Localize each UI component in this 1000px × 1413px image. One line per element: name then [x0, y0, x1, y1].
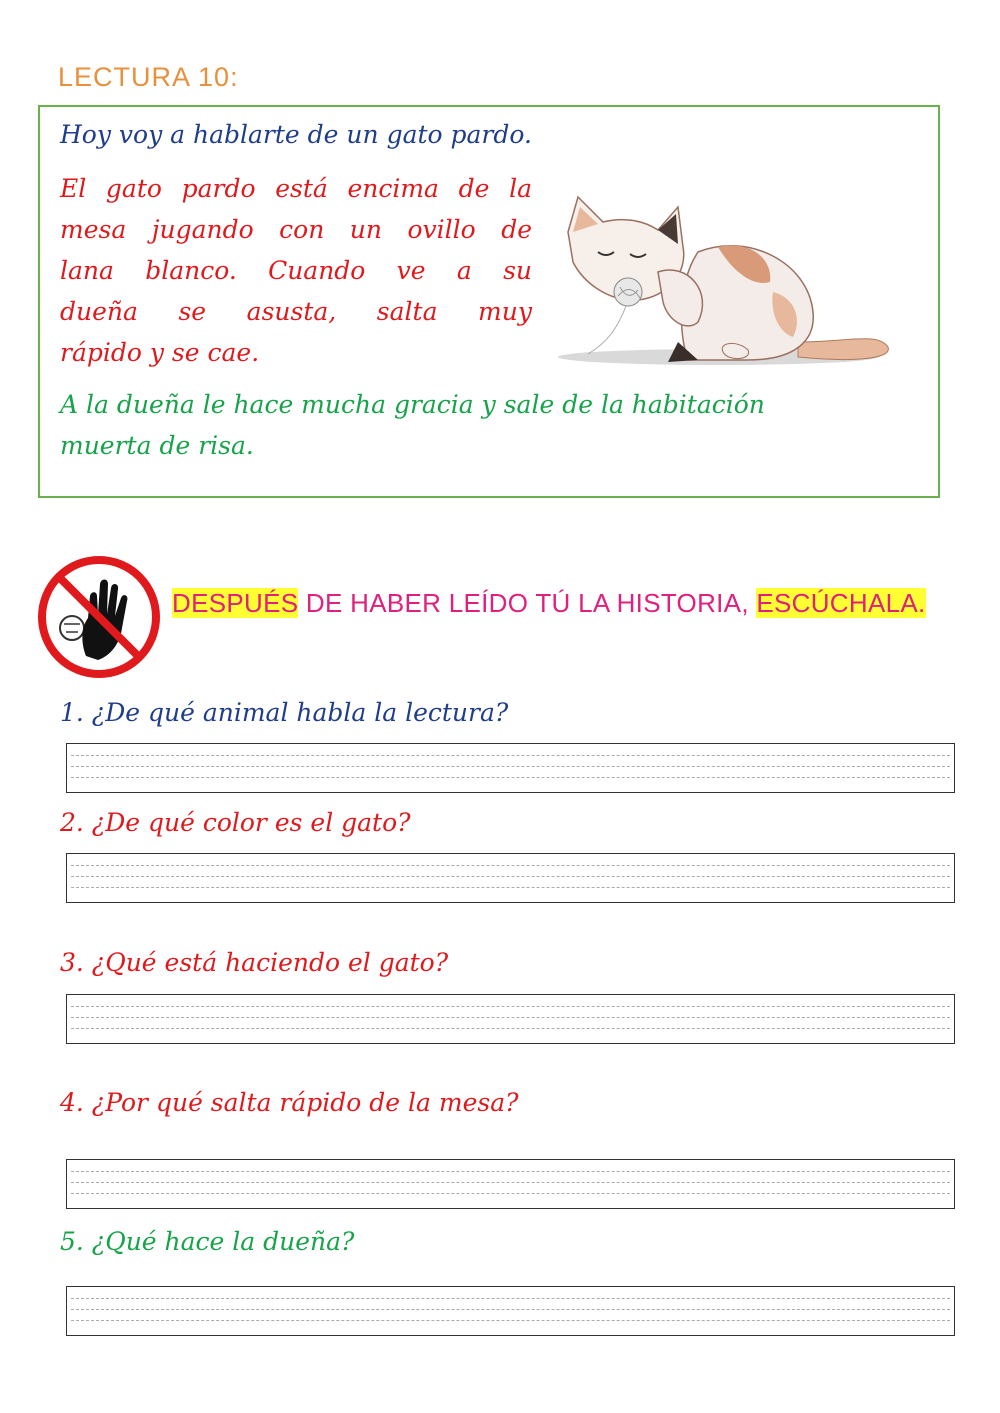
reading-line: El gato pardo está encima de la — [60, 174, 532, 203]
answer-box-2[interactable] — [66, 853, 955, 903]
reading-line: mesa jugando con un ovillo de — [60, 215, 532, 244]
question-2: 2. ¿De qué color es el gato? — [60, 808, 411, 837]
reading-line: dueña se asusta, salta muy — [60, 297, 532, 326]
reading-line: lana blanco. Cuando ve a su — [60, 256, 532, 285]
listening-instruction — [172, 588, 926, 619]
page-title: LECTURA 10: — [58, 62, 239, 92]
reading-line: A la dueña le hace mucha gracia y sale de la habitación — [60, 390, 765, 419]
answer-box-3[interactable] — [66, 994, 955, 1044]
question-3: 3. ¿Qué está haciendo el gato? — [60, 948, 449, 977]
answer-box-4[interactable] — [66, 1159, 955, 1209]
highlight-word: DESPUÉS — [172, 588, 299, 618]
reading-line: rápido y se cae. — [60, 338, 260, 367]
question-5: 5. ¿Qué hace la dueña? — [60, 1227, 355, 1256]
answer-box-1[interactable] — [66, 743, 955, 793]
reading-paragraph-red — [60, 168, 532, 373]
reading-line: muerta de risa. — [60, 431, 254, 460]
stop-hand-icon — [38, 556, 160, 678]
question-4: 4. ¿Por qué salta rápido de la mesa? — [60, 1088, 519, 1117]
question-1: 1. ¿De qué animal habla la lectura? — [60, 698, 509, 727]
cat-illustration — [548, 192, 898, 374]
reading-paragraph-green — [60, 384, 940, 466]
highlight-word: ESCÚCHALA. — [756, 588, 926, 618]
reading-intro: Hoy voy a hablarte de un gato pardo. — [60, 120, 532, 149]
answer-box-5[interactable] — [66, 1286, 955, 1336]
instruction-text: DE HABER LEÍDO TÚ LA HISTORIA, — [298, 588, 757, 618]
